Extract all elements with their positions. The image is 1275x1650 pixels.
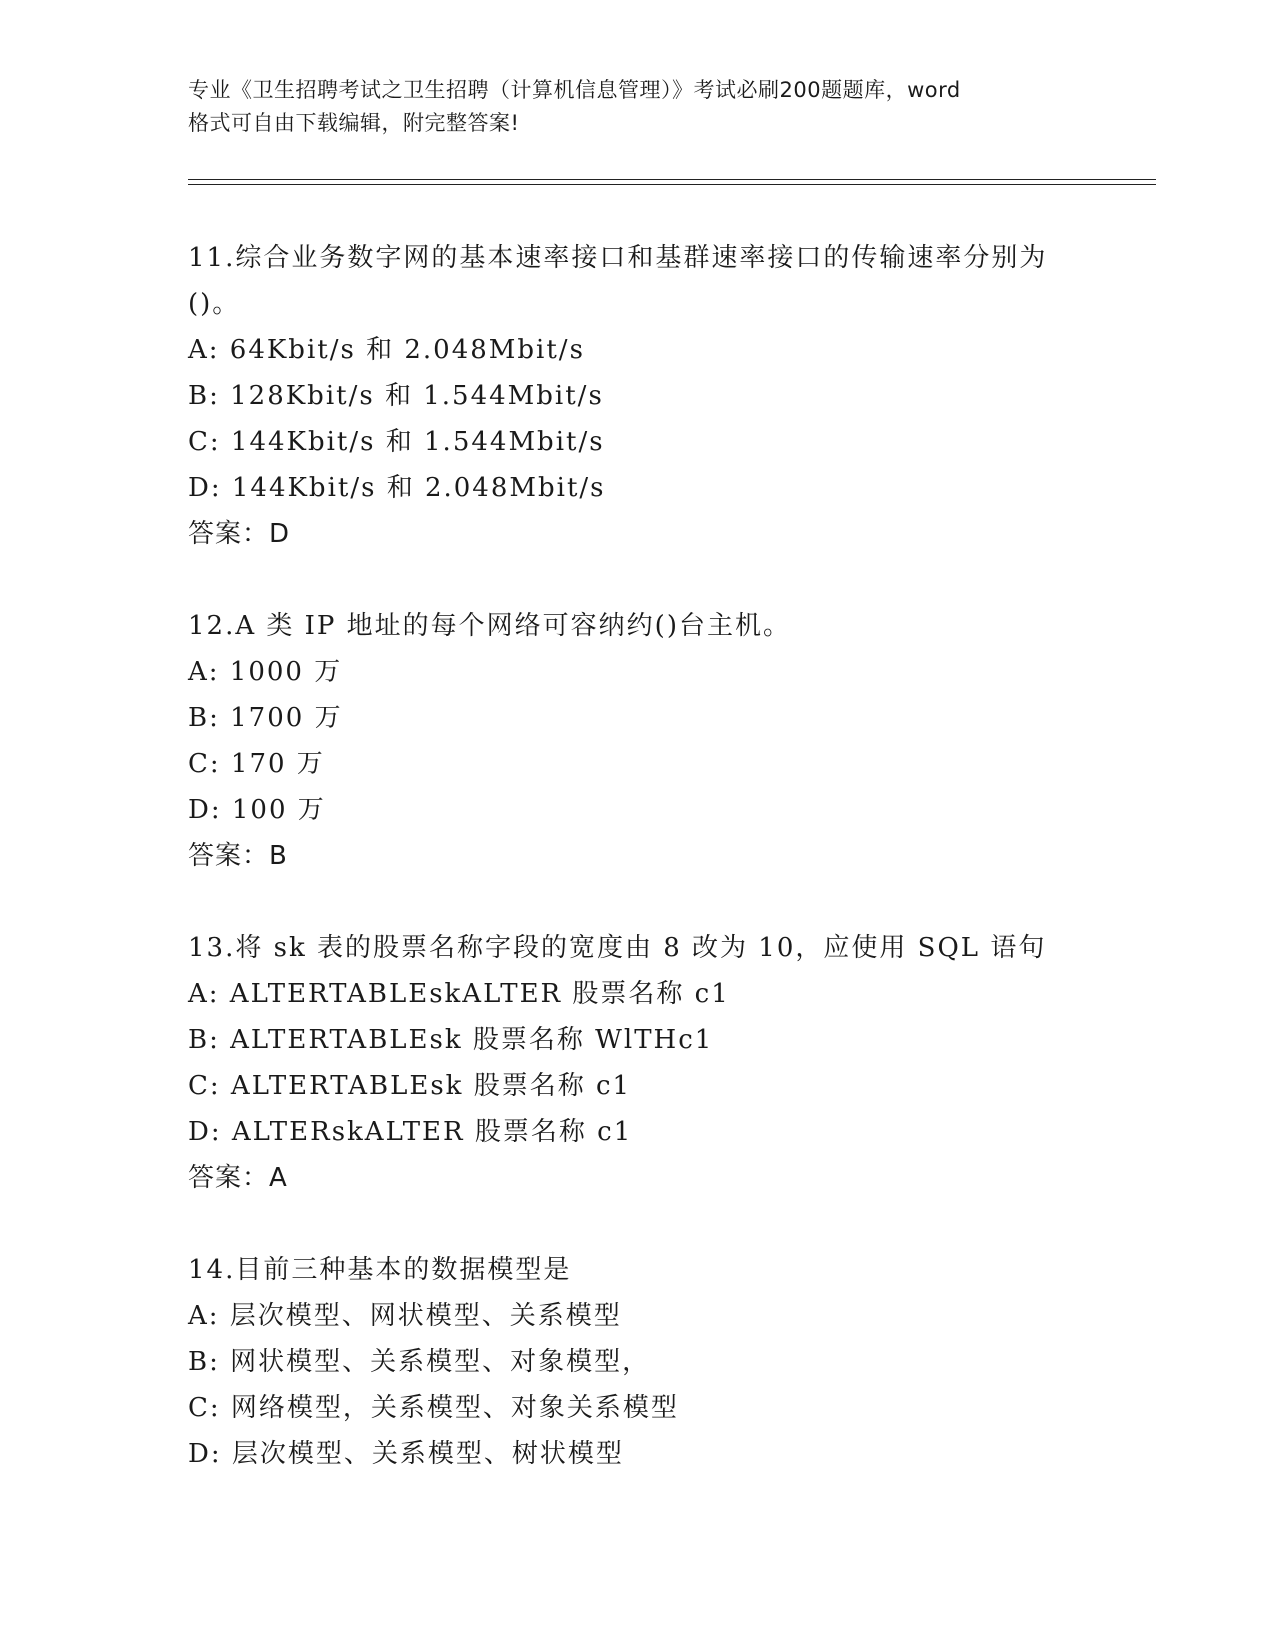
header-divider-bottom	[188, 184, 1156, 185]
question-13	[188, 925, 1148, 1201]
header-divider-top	[188, 179, 1156, 180]
question-stem: 13.将 sk 表的股票名称字段的宽度由 8 改为 10，应使用 SQL 语句	[188, 933, 1047, 963]
question-stem-continued: ()。	[188, 289, 241, 319]
question-stem: 12.A 类 IP 地址的每个网络可容纳约()台主机。	[188, 611, 791, 641]
question-stem: 11.综合业务数字网的基本速率接口和基群速率接口的传输速率分别为	[188, 243, 1048, 273]
option-a: A: 1000 万	[188, 657, 343, 687]
document-header	[188, 74, 1108, 140]
answer-text: 答案：A	[188, 1163, 288, 1193]
header-line-2: 格式可自由下载编辑，附完整答案!	[188, 111, 520, 135]
option-d: D: 层次模型、关系模型、树状模型	[188, 1439, 624, 1469]
question-spacer	[188, 557, 1148, 603]
question-list	[188, 235, 1148, 1477]
question-11	[188, 235, 1148, 557]
option-d: D: 100 万	[188, 795, 326, 825]
question-stem: 14.目前三种基本的数据模型是	[188, 1255, 572, 1285]
question-spacer	[188, 879, 1148, 925]
option-c: C: 网络模型，关系模型、对象关系模型	[188, 1393, 679, 1423]
option-b: B: 128Kbit/s 和 1.544Mbit/s	[188, 381, 604, 411]
answer-text: 答案：D	[188, 519, 291, 549]
question-spacer	[188, 1201, 1148, 1247]
option-a: A: ALTERTABLEskALTER 股票名称 c1	[188, 979, 730, 1009]
option-d: D: 144Kbit/s 和 2.048Mbit/s	[188, 473, 606, 503]
option-b: B: ALTERTABLEsk 股票名称 WlTHc1	[188, 1025, 714, 1055]
option-d: D: ALTERskALTER 股票名称 c1	[188, 1117, 633, 1147]
option-c: C: 170 万	[188, 749, 325, 779]
option-a: A: 层次模型、网状模型、关系模型	[188, 1301, 622, 1331]
option-c: C: ALTERTABLEsk 股票名称 c1	[188, 1071, 632, 1101]
answer-text: 答案：B	[188, 841, 288, 871]
option-c: C: 144Kbit/s 和 1.544Mbit/s	[188, 427, 605, 457]
option-a: A: 64Kbit/s 和 2.048Mbit/s	[188, 335, 585, 365]
header-line-1: 专业《卫生招聘考试之卫生招聘（计算机信息管理）》考试必刷200题题库，word	[188, 78, 961, 102]
option-b: B: 1700 万	[188, 703, 343, 733]
question-12	[188, 603, 1148, 879]
option-b: B: 网状模型、关系模型、对象模型，	[188, 1347, 651, 1377]
question-14	[188, 1247, 1148, 1477]
